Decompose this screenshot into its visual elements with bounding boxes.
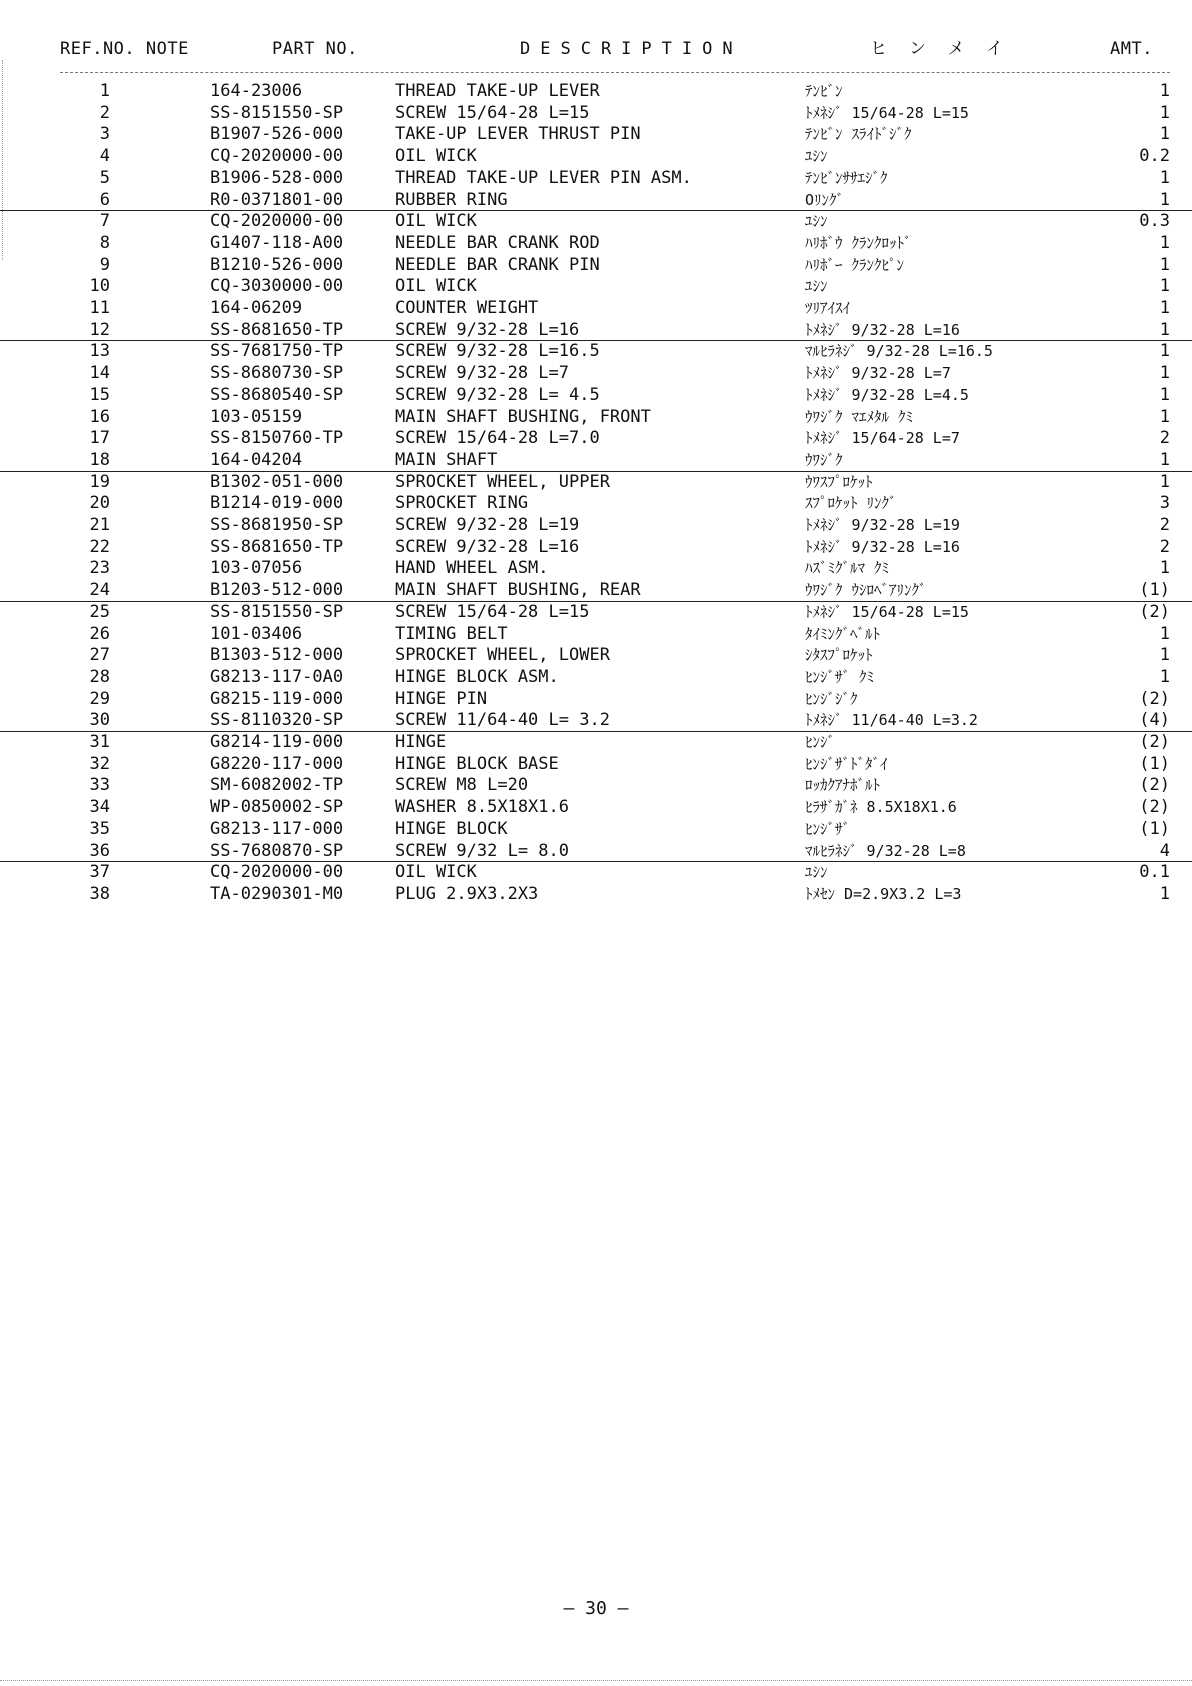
cell-ref-no: 29 <box>89 688 110 709</box>
table-row <box>60 319 1170 342</box>
cell-part-no: SS-8681650-TP <box>210 319 344 340</box>
cell-amount: 1 <box>1159 298 1170 318</box>
cell-amount: (2) <box>1139 601 1170 622</box>
cell-description: WASHER 8.5X18X1.6 <box>395 797 569 818</box>
table-row <box>60 579 1170 602</box>
cell-part-no: SS-8151550-SP <box>210 601 344 622</box>
cell-part-no: 101-03406 <box>210 623 303 644</box>
cell-amount: 3 <box>1159 493 1170 514</box>
cell-amount: 1 <box>1159 232 1170 253</box>
cell-ref-no: 1 <box>99 81 110 101</box>
cell-part-no: 164-23006 <box>210 81 303 101</box>
cell-ref-no: 27 <box>89 645 110 666</box>
cell-description: MAIN SHAFT <box>395 449 498 470</box>
cell-amount: 1 <box>1159 167 1170 188</box>
cell-description: HINGE BLOCK BASE <box>395 753 559 774</box>
table-header <box>60 38 1170 61</box>
cell-part-no: SS-8680540-SP <box>210 384 344 405</box>
cell-kana-name: ﾄﾒﾈｼﾞ 15/64-28 L=15 <box>805 103 969 122</box>
cell-amount: 1 <box>1159 471 1170 492</box>
table-row <box>60 297 1170 320</box>
table-row <box>60 102 1170 125</box>
table-row <box>60 254 1170 277</box>
cell-description: SCREW 15/64-28 L=7.0 <box>395 428 600 449</box>
table-row <box>60 774 1170 797</box>
cell-amount: 2 <box>1159 536 1170 557</box>
cell-ref-no: 25 <box>89 601 110 622</box>
cell-amount: 1 <box>1159 666 1170 687</box>
cell-amount: 1 <box>1159 276 1170 297</box>
table-row <box>60 840 1170 863</box>
cell-part-no: SS-7680870-SP <box>210 840 344 861</box>
cell-part-no: WP-0850002-SP <box>210 797 344 818</box>
table-row <box>60 731 1170 754</box>
table-row <box>60 623 1170 646</box>
table-row <box>60 362 1170 385</box>
cell-description: OIL WICK <box>395 862 477 883</box>
cell-amount: 0.2 <box>1139 146 1170 167</box>
cell-ref-no: 10 <box>89 276 110 297</box>
cell-description: OIL WICK <box>395 276 477 297</box>
table-row <box>60 709 1170 732</box>
cell-part-no: CQ-2020000-00 <box>210 862 344 883</box>
cell-kana-name: ﾏﾙﾋﾗﾈｼﾞ 9/32-28 L=8 <box>805 841 966 860</box>
table-row <box>60 275 1170 298</box>
cell-part-no: SS-8150760-TP <box>210 428 344 449</box>
table-row <box>60 80 1170 103</box>
cell-ref-no: 11 <box>89 298 110 318</box>
cell-ref-no: 24 <box>89 580 110 601</box>
table-row <box>60 210 1170 233</box>
cell-ref-no: 17 <box>89 428 110 449</box>
table-row <box>60 449 1170 472</box>
cell-part-no: G8215-119-000 <box>210 688 344 709</box>
cell-amount: 1 <box>1159 449 1170 470</box>
cell-description: HINGE PIN <box>395 688 488 709</box>
cell-kana-name: ﾃﾝﾋﾞﾝ <box>805 82 843 100</box>
cell-description: PLUG 2.9X3.2X3 <box>395 883 539 904</box>
cell-description: HINGE BLOCK ASM. <box>395 666 559 687</box>
header-ref-note <box>60 38 189 61</box>
table-row <box>60 189 1170 212</box>
left-scan-edge <box>2 60 4 260</box>
cell-part-no: 103-07056 <box>210 558 303 579</box>
cell-part-no: CQ-2020000-00 <box>210 211 344 232</box>
cell-amount: 2 <box>1159 428 1170 449</box>
cell-ref-no: 35 <box>89 818 110 839</box>
cell-amount: (4) <box>1139 710 1170 731</box>
cell-ref-no: 7 <box>99 211 110 232</box>
cell-kana-name: ｳﾜｽﾌﾟﾛｹｯﾄ <box>805 472 873 491</box>
cell-kana-name: ﾕｼﾝ <box>805 277 828 296</box>
cell-kana-name: ｳﾜｼﾞｸ ﾏｴﾒﾀﾙ ｸﾐ <box>805 407 914 426</box>
cell-amount: 4 <box>1159 840 1170 861</box>
table-row <box>60 688 1170 711</box>
cell-ref-no: 23 <box>89 558 110 579</box>
cell-description: RUBBER RING <box>395 189 508 210</box>
cell-part-no: 103-05159 <box>210 406 303 427</box>
cell-ref-no: 13 <box>89 341 110 362</box>
cell-kana-name: ﾄﾒﾈｼﾞ 9/32-28 L=4.5 <box>805 385 969 404</box>
cell-kana-name: ﾕｼﾝ <box>805 212 828 231</box>
cell-description: NEEDLE BAR CRANK PIN <box>395 254 600 275</box>
header-ref-no: REF.NO. <box>60 39 136 59</box>
cell-kana-name: ﾊﾘﾎﾞｰ ｸﾗﾝｸﾋﾟﾝ <box>805 255 905 274</box>
cell-description: HAND WHEEL ASM. <box>395 558 549 579</box>
cell-kana-name: ﾋﾗｻﾞｶﾞﾈ 8.5X18X1.6 <box>805 798 957 817</box>
cell-part-no: B1210-526-000 <box>210 254 344 275</box>
cell-amount: 1 <box>1159 623 1170 644</box>
cell-part-no: SS-8151550-SP <box>210 102 344 123</box>
cell-ref-no: 20 <box>89 493 110 514</box>
cell-kana-name: ﾋﾝｼﾞｻﾞﾄﾞﾀﾞｲ <box>805 754 888 773</box>
header-amt: AMT. <box>1110 39 1153 59</box>
header-kana: ヒンメイ <box>870 39 1026 59</box>
cell-ref-no: 36 <box>89 840 110 861</box>
cell-part-no: G8213-117-000 <box>210 818 344 839</box>
cell-amount: 2 <box>1159 515 1170 535</box>
table-row <box>60 644 1170 667</box>
cell-ref-no: 26 <box>89 623 110 644</box>
cell-kana-name: Oﾘﾝｸﾞ <box>805 190 845 209</box>
table-row <box>60 601 1170 624</box>
cell-description: MAIN SHAFT BUSHING, REAR <box>395 580 641 601</box>
table-row <box>60 427 1170 450</box>
page-number: ― 30 ― <box>563 1598 629 1619</box>
cell-ref-no: 14 <box>89 363 110 384</box>
cell-kana-name: ﾄﾒﾈｼﾞ 9/32-28 L=16 <box>805 537 960 556</box>
cell-description: SPROCKET WHEEL, LOWER <box>395 645 610 666</box>
cell-amount: 1 <box>1159 363 1170 384</box>
cell-part-no: SS-8681950-SP <box>210 515 344 535</box>
cell-ref-no: 19 <box>89 471 110 492</box>
cell-ref-no: 5 <box>99 167 110 188</box>
cell-kana-name: ﾄﾒﾈｼﾞ 15/64-28 L=15 <box>805 602 969 621</box>
cell-part-no: R0-0371801-00 <box>210 189 344 210</box>
cell-description: HINGE <box>395 732 447 752</box>
bottom-scan-edge <box>0 1680 1192 1681</box>
cell-kana-name: ｼﾀｽﾌﾟﾛｹｯﾄ <box>805 646 873 665</box>
cell-amount: 1 <box>1159 406 1170 427</box>
cell-kana-name: ﾄﾒｾﾝ D=2.9X3.2 L=3 <box>805 884 962 903</box>
header-part-no: PART NO. <box>272 39 358 59</box>
cell-description: OIL WICK <box>395 211 477 232</box>
cell-description: MAIN SHAFT BUSHING, FRONT <box>395 406 651 427</box>
cell-ref-no: 37 <box>89 862 110 883</box>
cell-kana-name: ﾋﾝｼﾞｻﾞ <box>805 819 851 838</box>
cell-ref-no: 22 <box>89 536 110 557</box>
cell-ref-no: 30 <box>89 710 110 731</box>
cell-kana-name: ﾂﾘｱｲｽｲ <box>805 299 851 317</box>
cell-amount: 1 <box>1159 81 1170 101</box>
cell-description: OIL WICK <box>395 146 477 167</box>
table-row <box>60 666 1170 689</box>
table-row <box>60 883 1170 906</box>
cell-description: THREAD TAKE-UP LEVER PIN ASM. <box>395 167 692 188</box>
cell-part-no: SS-7681750-TP <box>210 341 344 362</box>
table-row <box>60 818 1170 841</box>
cell-part-no: 164-04204 <box>210 449 303 470</box>
cell-description: SCREW 11/64-40 L= 3.2 <box>395 710 610 731</box>
cell-part-no: TA-0290301-M0 <box>210 883 344 904</box>
cell-kana-name: ﾛｯｶｸｱﾅﾎﾞﾙﾄ <box>805 776 881 795</box>
cell-ref-no: 38 <box>89 883 110 904</box>
cell-amount: 1 <box>1159 384 1170 405</box>
cell-description: SCREW M8 L=20 <box>395 775 529 796</box>
cell-kana-name: ﾄﾒﾈｼﾞ 9/32-28 L=7 <box>805 364 951 383</box>
cell-ref-no: 32 <box>89 753 110 774</box>
cell-ref-no: 34 <box>89 797 110 818</box>
cell-description: HINGE BLOCK <box>395 818 508 839</box>
cell-amount: 1 <box>1159 883 1170 904</box>
cell-part-no: SS-8110320-SP <box>210 710 344 731</box>
cell-part-no: CQ-3030000-00 <box>210 276 344 297</box>
cell-ref-no: 8 <box>99 232 110 253</box>
cell-kana-name: ｳﾜｼﾞｸ <box>805 450 843 469</box>
cell-part-no: B1907-526-000 <box>210 124 344 145</box>
cell-kana-name: ﾄﾒﾈｼﾞ 9/32-28 L=19 <box>805 516 960 534</box>
cell-description: NEEDLE BAR CRANK ROD <box>395 232 600 253</box>
cell-amount: 1 <box>1159 341 1170 362</box>
cell-amount: 1 <box>1159 124 1170 145</box>
cell-amount: (1) <box>1139 580 1170 601</box>
cell-part-no: SS-8681650-TP <box>210 536 344 557</box>
cell-description: SCREW 9/32-28 L=16 <box>395 319 580 340</box>
table-row <box>60 514 1170 537</box>
table-row <box>60 471 1170 494</box>
cell-part-no: G8213-117-0A0 <box>210 666 344 687</box>
cell-part-no: G8214-119-000 <box>210 732 344 752</box>
cell-amount: 1 <box>1159 189 1170 210</box>
cell-kana-name: ﾋﾝｼﾞｼﾞｸ <box>805 689 858 708</box>
cell-ref-no: 4 <box>99 146 110 167</box>
header-divider <box>60 72 1170 73</box>
cell-ref-no: 12 <box>89 319 110 340</box>
cell-amount: 1 <box>1159 558 1170 579</box>
cell-amount: (2) <box>1139 732 1170 752</box>
cell-description: SCREW 9/32 L= 8.0 <box>395 840 569 861</box>
header-note: NOTE <box>145 39 189 59</box>
table-row <box>60 384 1170 407</box>
cell-kana-name: ﾊﾘﾎﾞｳ ｸﾗﾝｸﾛｯﾄﾞ <box>805 233 912 252</box>
cell-ref-no: 28 <box>89 666 110 687</box>
cell-description: TAKE-UP LEVER THRUST PIN <box>395 124 641 145</box>
cell-part-no: B1906-528-000 <box>210 167 344 188</box>
table-row <box>60 557 1170 580</box>
cell-kana-name: ﾏﾙﾋﾗﾈｼﾞ 9/32-28 L=16.5 <box>805 342 993 361</box>
cell-part-no: B1203-512-000 <box>210 580 344 601</box>
cell-part-no: 164-06209 <box>210 298 303 318</box>
cell-description: SCREW 9/32-28 L=16 <box>395 536 580 557</box>
table-row <box>60 406 1170 429</box>
cell-amount: 1 <box>1159 319 1170 340</box>
cell-kana-name: ﾀｲﾐﾝｸﾞﾍﾞﾙﾄ <box>805 624 881 643</box>
table-row <box>60 492 1170 515</box>
cell-amount: 0.1 <box>1139 862 1170 883</box>
cell-description: SCREW 15/64-28 L=15 <box>395 102 590 123</box>
cell-kana-name: ｽﾌﾟﾛｹｯﾄ ﾘﾝｸﾞ <box>805 494 897 513</box>
cell-kana-name: ﾄﾒﾈｼﾞ 15/64-28 L=7 <box>805 429 960 448</box>
cell-kana-name: ﾋﾝｼﾞｻﾞ ｸﾐ <box>805 667 875 686</box>
cell-ref-no: 31 <box>89 732 110 752</box>
table-row <box>60 753 1170 776</box>
cell-description: THREAD TAKE-UP LEVER <box>395 81 600 101</box>
cell-part-no: B1214-019-000 <box>210 493 344 514</box>
cell-kana-name: ﾃﾝﾋﾞﾝ ｽﾗｲﾄﾞｼﾞｸ <box>805 125 912 144</box>
table-row <box>60 145 1170 168</box>
cell-amount: 1 <box>1159 645 1170 666</box>
cell-ref-no: 33 <box>89 775 110 796</box>
cell-ref-no: 9 <box>99 254 110 275</box>
cell-ref-no: 15 <box>89 384 110 405</box>
cell-kana-name: ﾕｼﾝ <box>805 147 828 166</box>
cell-description: SPROCKET WHEEL, UPPER <box>395 471 610 492</box>
table-row <box>60 340 1170 363</box>
cell-ref-no: 18 <box>89 449 110 470</box>
cell-ref-no: 16 <box>89 406 110 427</box>
cell-kana-name: ﾄﾒﾈｼﾞ 11/64-40 L=3.2 <box>805 711 978 730</box>
cell-kana-name: ｳﾜｼﾞｸ ｳｼﾛﾍﾞｱﾘﾝｸﾞ <box>805 581 927 600</box>
cell-description: SPROCKET RING <box>395 493 529 514</box>
table-row <box>60 167 1170 190</box>
cell-kana-name: ﾋﾝｼﾞ <box>805 733 836 751</box>
cell-amount: (2) <box>1139 775 1170 796</box>
cell-amount: 1 <box>1159 102 1170 123</box>
cell-ref-no: 3 <box>99 124 110 145</box>
cell-amount: (1) <box>1139 753 1170 774</box>
cell-description: SCREW 9/32-28 L= 4.5 <box>395 384 600 405</box>
cell-kana-name: ﾄﾒﾈｼﾞ 9/32-28 L=16 <box>805 320 960 339</box>
table-row <box>60 796 1170 819</box>
cell-amount: (1) <box>1139 818 1170 839</box>
cell-ref-no: 21 <box>89 515 110 535</box>
cell-part-no: CQ-2020000-00 <box>210 146 344 167</box>
cell-description: SCREW 9/32-28 L=7 <box>395 363 569 384</box>
cell-amount: (2) <box>1139 688 1170 709</box>
cell-part-no: G8220-117-000 <box>210 753 344 774</box>
cell-description: SCREW 15/64-28 L=15 <box>395 601 590 622</box>
cell-amount: 1 <box>1159 254 1170 275</box>
cell-kana-name: ﾕｼﾝ <box>805 863 828 882</box>
cell-description: SCREW 9/32-28 L=19 <box>395 515 580 535</box>
cell-part-no: B1302-051-000 <box>210 471 344 492</box>
header-description: DESCRIPTION <box>520 39 743 59</box>
cell-part-no: G1407-118-A00 <box>210 232 344 253</box>
cell-amount: 0.3 <box>1139 211 1170 232</box>
cell-kana-name: ﾃﾝﾋﾞﾝｻｻｴｼﾞｸ <box>805 168 888 187</box>
table-row <box>60 861 1170 884</box>
cell-description: TIMING BELT <box>395 623 508 644</box>
cell-part-no: SM-6082002-TP <box>210 775 344 796</box>
table-row <box>60 232 1170 255</box>
cell-kana-name: ﾊｽﾞﾐｸﾞﾙﾏ ｸﾐ <box>805 559 890 578</box>
cell-part-no: SS-8680730-SP <box>210 363 344 384</box>
cell-description: SCREW 9/32-28 L=16.5 <box>395 341 600 362</box>
cell-amount: (2) <box>1139 797 1170 818</box>
table-row <box>60 536 1170 559</box>
cell-ref-no: 2 <box>99 102 110 123</box>
cell-ref-no: 6 <box>99 189 110 210</box>
table-row <box>60 123 1170 146</box>
cell-description: COUNTER WEIGHT <box>395 298 539 318</box>
cell-part-no: B1303-512-000 <box>210 645 344 666</box>
